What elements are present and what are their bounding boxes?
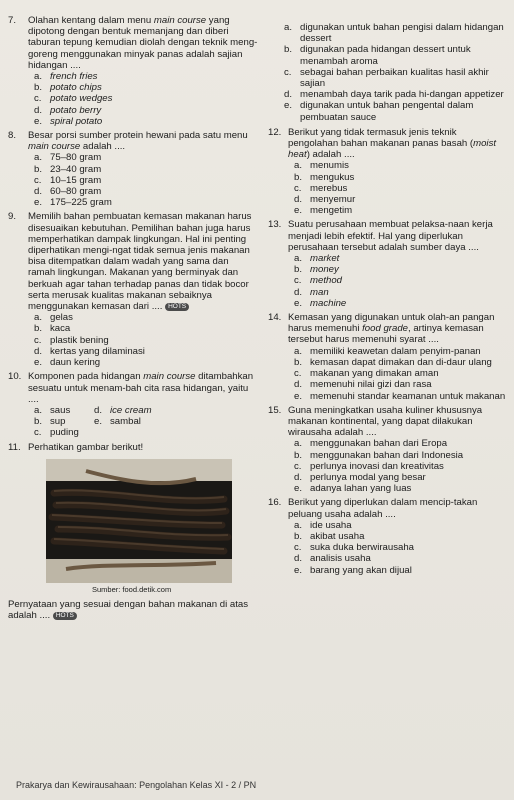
option[interactable]: e. spiral potato — [34, 115, 103, 127]
options-list — [288, 346, 508, 402]
option[interactable]: c. method — [294, 275, 342, 287]
option[interactable]: c. merebus — [294, 182, 348, 194]
option[interactable]: e. memenuhi standar keamanan untuk makanan — [294, 390, 506, 402]
option[interactable]: e. 175–225 gram — [34, 197, 112, 209]
question-text: Kemasan yang digunakan untuk olah-an pangan harus memenuhi food grade, artinya kemasan tersebut harus memenuhi syarat .... — [288, 312, 495, 346]
option[interactable]: c. suka duka berwirausaha — [294, 542, 414, 554]
option[interactable]: b. sup — [34, 416, 66, 428]
page-footer: Prakarya dan Kewirausahaan: Pengolahan Kelas XI - 2 / PN — [16, 780, 257, 790]
question-13 — [268, 219, 508, 309]
option[interactable]: c. perlunya inovasi dan kreativitas — [294, 460, 444, 472]
question-number: 9. — [8, 211, 17, 223]
question-text: Suatu perusahaan membuat pelaksa-naan kerja menjadi lebih efektif. Hal yang diperlukan perusahaan tersebut adalah sumber daya .... — [288, 219, 493, 253]
options-list — [288, 520, 508, 576]
option[interactable]: e. sambal — [94, 416, 141, 428]
image-caption: Sumber: food.detik.com — [92, 584, 172, 594]
option[interactable]: b. digunakan pada hidangan dessert untuk menambah aroma — [284, 44, 471, 67]
question-8 — [8, 130, 258, 208]
option[interactable]: c. makanan yang dimakan aman — [294, 368, 439, 380]
option[interactable]: d. 60–80 gram — [34, 186, 102, 198]
question-text: Perhatikan gambar berikut! — [28, 441, 144, 453]
option[interactable]: a. menumis — [294, 160, 349, 172]
question-11-options — [268, 22, 508, 123]
question-number: 15. — [268, 404, 282, 416]
option[interactable]: b. mengukus — [294, 171, 355, 183]
vanilla-pods-image — [46, 459, 232, 583]
option[interactable]: d. menambah daya tarik pada hi-dangan appetizer — [284, 89, 504, 101]
option[interactable]: d. menyemur — [294, 194, 356, 206]
option[interactable]: e. machine — [294, 297, 347, 309]
option[interactable]: b. 23–40 gram — [34, 163, 102, 175]
option[interactable]: b. potato chips — [34, 82, 102, 94]
option[interactable]: c. potato wedges — [34, 93, 113, 105]
option[interactable]: d. kertas yang dilaminasi — [34, 345, 145, 357]
options-list — [28, 152, 258, 208]
option[interactable]: d. potato berry — [34, 104, 102, 116]
question-7 — [8, 15, 258, 127]
question-number: 10. — [8, 371, 22, 383]
question-number: 12. — [268, 126, 282, 138]
question-14 — [268, 312, 508, 402]
options-list — [28, 312, 258, 368]
option[interactable]: c. sebagai bahan perbaikan kualitas hasil akhir sajian — [284, 66, 489, 90]
right-column — [268, 22, 508, 579]
option[interactable]: b. akibat usaha — [294, 530, 365, 542]
option[interactable]: b. kemasan dapat dimakan dan di-daur ulang — [294, 356, 492, 368]
option[interactable]: a. market — [294, 253, 340, 265]
option[interactable]: e. barang yang akan dijual — [294, 564, 412, 576]
question-number: 7. — [8, 15, 17, 26]
option[interactable]: a. ide usaha — [294, 519, 352, 531]
options-list — [288, 438, 508, 494]
question-text: Besar porsi sumber protein hewani pada satu menu main course adalah .... — [28, 130, 248, 153]
option[interactable]: d. perlunya modal yang besar — [294, 471, 426, 483]
question-10 — [8, 371, 258, 438]
question-text: Berikut yang diperlukan dalam mencip-takan peluang usaha adalah .... — [288, 497, 478, 520]
left-column — [8, 15, 258, 621]
options-list — [288, 253, 508, 309]
option[interactable]: d. man — [294, 286, 329, 298]
option[interactable]: e. adanya lahan yang luas — [294, 483, 412, 495]
question-9 — [8, 211, 258, 368]
options-list — [288, 160, 508, 216]
option[interactable]: b. menggunakan bahan dari Indonesia — [294, 449, 464, 461]
question-15 — [268, 405, 508, 495]
question-number: 16. — [268, 497, 282, 509]
option[interactable]: a. saus — [34, 404, 71, 416]
option[interactable]: b. money — [294, 264, 339, 276]
option[interactable]: c. 10–15 gram — [34, 174, 102, 186]
options-grid — [28, 405, 258, 439]
question-number: 11. — [8, 441, 21, 453]
option[interactable]: e. daun kering — [34, 357, 101, 369]
question-text: Memilih bahan pembuatan kemasan makanan harus disesuaikan kebutuhan. Pemilihan bahan juga harus memperhatikan dampak lingkungan. Hal ini penting diperhatikan mengi-ngat tidak semua jenis makanan bisa ditempatkan dalam wadah yang sama dan ramah lingkungan. Makanan yang berminyak dan berkuah agar tahan terhadap panas dan tidak bocor serta merusak kualitas makanan sebaiknya menggunakan kemasan dari .... HOTS — [28, 211, 252, 313]
question-text: Komponen pada hidangan main course ditambahkan sesuatu untuk menam-bah cita rasa hidangan, yaitu .... — [28, 371, 254, 405]
option[interactable]: a. digunakan untuk bahan pengisi dalam hidangan dessert — [284, 22, 504, 45]
question-text: Olahan kentang dalam menu main course yang dipotong dengan bentuk memanjang dan diberi taburan tepung kemudian diolah dengan teknik meng-goreng menggunakan minyak panas adalah sajian hidangan .... — [28, 15, 258, 71]
question-number: 8. — [8, 130, 17, 142]
option[interactable]: b. kaca — [34, 323, 71, 335]
option[interactable]: c. plastik bening — [34, 334, 109, 346]
question-text: Berikut yang tidak termasuk jenis teknik pengolahan bahan makanan panas basah (moist heat) adalah .... — [288, 126, 497, 161]
question-text: Guna meningkatkan usaha kuliner khususnya makanan kontinental, yang dapat dilakukan wirausaha adalah .... — [288, 404, 483, 439]
option[interactable]: a. 75–80 gram — [34, 152, 102, 164]
question-12 — [268, 127, 508, 217]
question-16 — [268, 497, 508, 575]
option[interactable]: a. memiliki keawetan dalam penyim-panan — [294, 345, 481, 357]
question-11-prompt: Pernyataan yang sesuai dengan bahan makanan di atas adalah .... HOTS — [8, 598, 249, 622]
option[interactable]: d. memenuhi nilai gizi dan rasa — [294, 379, 432, 391]
hots-badge: HOTS — [53, 612, 77, 620]
option[interactable]: a. gelas — [34, 312, 73, 324]
option[interactable]: e. digunakan untuk bahan pengental dalam pembuatan sauce — [284, 100, 474, 123]
option[interactable]: d. ice cream — [94, 404, 152, 416]
question-11 — [8, 442, 258, 453]
question-number: 14. — [268, 312, 282, 324]
hots-badge: HOTS — [165, 303, 189, 311]
question-number: 13. — [268, 219, 282, 231]
option[interactable]: a. menggunakan bahan dari Eropa — [294, 438, 448, 450]
vanilla-bean-photo — [46, 459, 232, 583]
option[interactable]: e. mengetim — [294, 205, 353, 217]
options-list — [28, 71, 258, 127]
option[interactable]: d. analisis usaha — [294, 553, 371, 565]
option[interactable]: a. french fries — [34, 71, 98, 83]
option[interactable]: c. puding — [34, 427, 79, 439]
